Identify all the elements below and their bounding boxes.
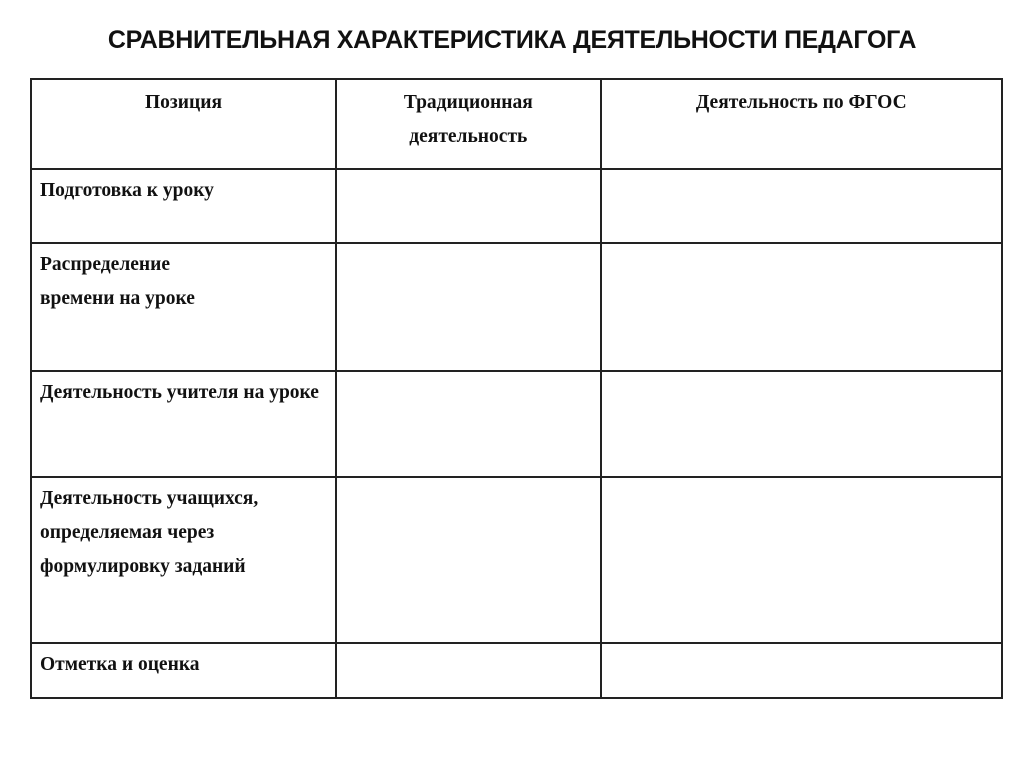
row-traditional [336,169,601,243]
slide-title: СРАВНИТЕЛЬНАЯ ХАРАКТЕРИСТИКА ДЕЯТЕЛЬНОСТИ ПЕДАГОГА [107,26,917,54]
row-position [31,371,336,477]
row-position [31,477,336,643]
header-position: Позиция [31,79,336,169]
row-position: Отметка и оценка [31,643,336,698]
row-traditional [336,643,601,698]
row-traditional [336,477,601,643]
row-fgos [601,169,1002,243]
row-position: Подготовка к уроку [31,169,336,243]
row-position-text: Деятельность учителя на уроке [40,382,319,403]
table-row [31,643,1002,698]
row-fgos [601,477,1002,643]
row-traditional [336,243,601,371]
header-row [31,79,1002,169]
table-row [31,243,1002,371]
header-traditional [336,79,601,169]
row-position [31,243,336,371]
header-fgos: Деятельность по ФГОС [601,79,1002,169]
header-traditional-text: Традиционная деятельность [403,92,533,147]
row-fgos [601,243,1002,371]
row-position-text: Деятельность учащихся, определяемая через формулировку заданий [40,488,259,577]
table-row [31,477,1002,643]
row-fgos [601,643,1002,698]
table-row [31,169,1002,243]
comparison-table [30,78,1003,699]
row-fgos [601,371,1002,477]
row-position-text: Распределение времени на уроке [40,254,195,309]
table-row [31,371,1002,477]
row-traditional [336,371,601,477]
